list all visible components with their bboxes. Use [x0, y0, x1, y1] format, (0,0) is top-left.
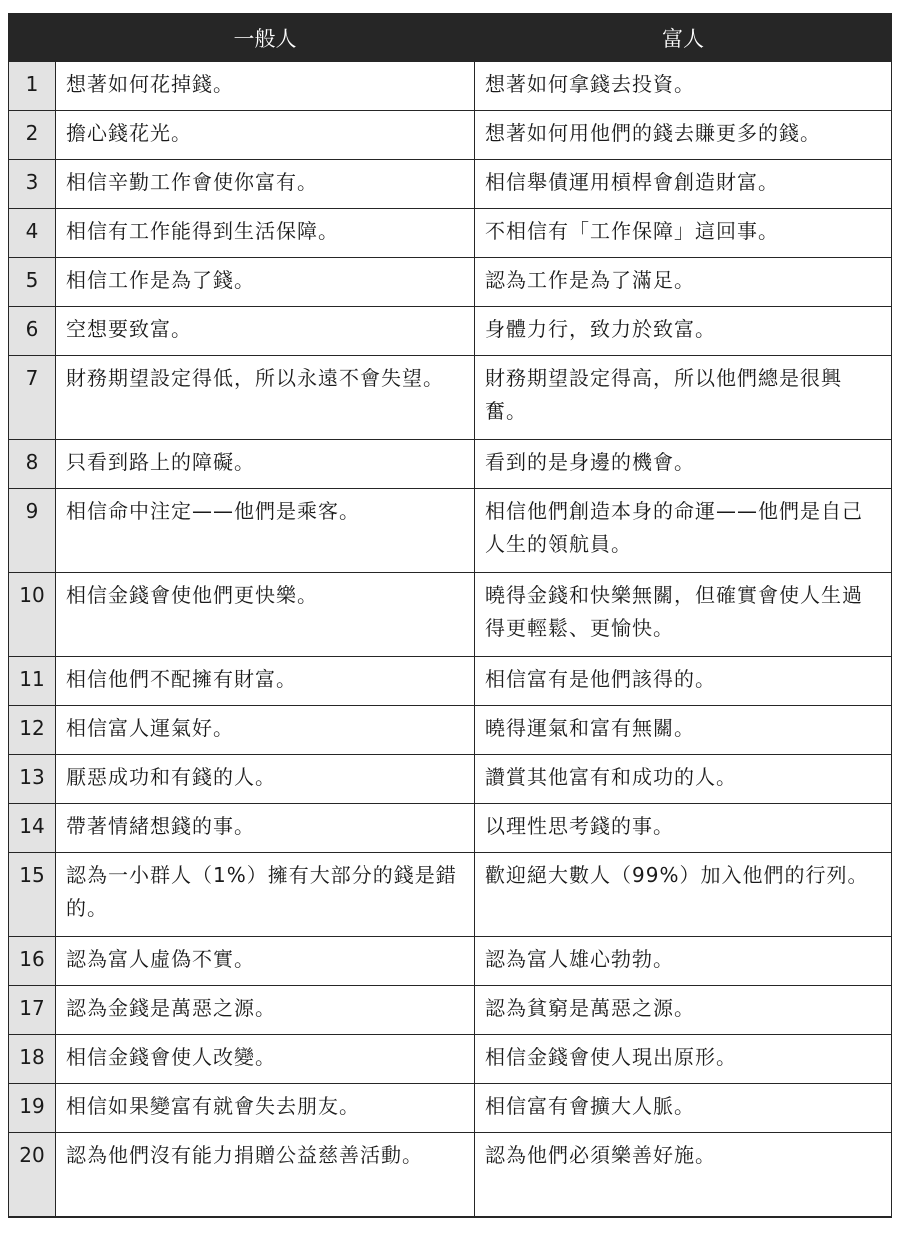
- general-cell: [56, 258, 475, 307]
- rich-cell: [475, 986, 892, 1035]
- rich-text: 認為他們必須樂善好施。: [485, 1143, 716, 1167]
- general-text: 財務期望設定得低，所以永遠不會失望。: [66, 366, 444, 390]
- row-number: 12: [9, 706, 56, 755]
- table-row: [9, 258, 892, 307]
- row-number: 4: [9, 209, 56, 258]
- header-general-people: 一般人: [56, 14, 475, 62]
- general-text: 相信富人運氣好。: [66, 716, 234, 740]
- row-number: 9: [9, 489, 56, 573]
- rich-text: 相信他們創造本身的命運——他們是自己人生的領航員。: [485, 499, 863, 556]
- table-row: [9, 1084, 892, 1133]
- rich-cell: [475, 1084, 892, 1133]
- rich-cell: [475, 160, 892, 209]
- rich-text: 相信舉債運用槓桿會創造財富。: [485, 170, 779, 194]
- table-row: [9, 853, 892, 937]
- general-cell: [56, 440, 475, 489]
- row-number: 20: [9, 1133, 56, 1217]
- row-number: 16: [9, 937, 56, 986]
- table-row: [9, 489, 892, 573]
- rich-text: 不相信有「工作保障」這回事。: [485, 219, 779, 243]
- row-number: 19: [9, 1084, 56, 1133]
- rich-cell: [475, 657, 892, 706]
- general-cell: [56, 573, 475, 657]
- general-cell: [56, 1084, 475, 1133]
- general-cell: [56, 1035, 475, 1084]
- rich-text: 看到的是身邊的機會。: [485, 450, 695, 474]
- row-number: 10: [9, 573, 56, 657]
- rich-cell: [475, 804, 892, 853]
- general-cell: [56, 1133, 475, 1217]
- row-number: 13: [9, 755, 56, 804]
- rich-text: 認為貧窮是萬惡之源。: [485, 996, 695, 1020]
- general-text: 認為富人虛偽不實。: [66, 947, 255, 971]
- general-cell: [56, 853, 475, 937]
- rich-text: 以理性思考錢的事。: [485, 814, 674, 838]
- general-text: 相信辛勤工作會使你富有。: [66, 170, 318, 194]
- rich-text: 相信富有是他們該得的。: [485, 667, 716, 691]
- general-cell: [56, 937, 475, 986]
- general-cell: [56, 706, 475, 755]
- general-text: 空想要致富。: [66, 317, 192, 341]
- general-text: 認為他們沒有能力捐贈公益慈善活動。: [66, 1143, 423, 1167]
- comparison-table-container: [8, 13, 891, 1218]
- general-cell: [56, 307, 475, 356]
- table-row: [9, 1133, 892, 1217]
- general-cell: [56, 62, 475, 111]
- rich-text: 想著如何拿錢去投資。: [485, 72, 695, 96]
- rich-text: 認為富人雄心勃勃。: [485, 947, 674, 971]
- rich-text: 讚賞其他富有和成功的人。: [485, 765, 737, 789]
- rich-cell: [475, 111, 892, 160]
- general-text: 相信如果變富有就會失去朋友。: [66, 1094, 360, 1118]
- rich-text: 歡迎絕大數人（99%）加入他們的行列。: [485, 863, 869, 887]
- comparison-table: [8, 13, 892, 1218]
- table-row: [9, 706, 892, 755]
- header-rich-people: 富人: [475, 14, 892, 62]
- table-row: [9, 573, 892, 657]
- general-cell: [56, 657, 475, 706]
- general-cell: [56, 160, 475, 209]
- row-number: 11: [9, 657, 56, 706]
- row-number: 18: [9, 1035, 56, 1084]
- rich-cell: [475, 440, 892, 489]
- table-row: [9, 209, 892, 258]
- general-text: 相信他們不配擁有財富。: [66, 667, 297, 691]
- general-text: 相信金錢會使人改變。: [66, 1045, 276, 1069]
- general-text: 想著如何花掉錢。: [66, 72, 234, 96]
- rich-text: 財務期望設定得高，所以他們總是很興奮。: [485, 366, 842, 423]
- rich-cell: [475, 489, 892, 573]
- table-row: [9, 657, 892, 706]
- table-row: [9, 160, 892, 209]
- general-cell: [56, 489, 475, 573]
- table-row: [9, 986, 892, 1035]
- rich-text: 曉得運氣和富有無關。: [485, 716, 695, 740]
- rich-cell: [475, 209, 892, 258]
- general-cell: [56, 755, 475, 804]
- rich-text: 相信金錢會使人現出原形。: [485, 1045, 737, 1069]
- general-text: 擔心錢花光。: [66, 121, 192, 145]
- row-number: 5: [9, 258, 56, 307]
- general-cell: [56, 986, 475, 1035]
- rich-cell: [475, 258, 892, 307]
- general-text: 相信金錢會使他們更快樂。: [66, 583, 318, 607]
- rich-cell: [475, 573, 892, 657]
- table-row: [9, 1035, 892, 1084]
- rich-text: 認為工作是為了滿足。: [485, 268, 695, 292]
- general-text: 相信工作是為了錢。: [66, 268, 255, 292]
- row-number: 3: [9, 160, 56, 209]
- rich-cell: [475, 307, 892, 356]
- row-number: 15: [9, 853, 56, 937]
- general-text: 只看到路上的障礙。: [66, 450, 255, 474]
- row-number: 1: [9, 62, 56, 111]
- table-row: [9, 356, 892, 440]
- general-text: 厭惡成功和有錢的人。: [66, 765, 276, 789]
- rich-text: 相信富有會擴大人脈。: [485, 1094, 695, 1118]
- general-text: 認為金錢是萬惡之源。: [66, 996, 276, 1020]
- row-number: 7: [9, 356, 56, 440]
- table-row: [9, 111, 892, 160]
- general-cell: [56, 804, 475, 853]
- rich-cell: [475, 853, 892, 937]
- general-text: 相信命中注定——他們是乘客。: [66, 499, 360, 523]
- table-header-row: [9, 14, 892, 62]
- row-number: 17: [9, 986, 56, 1035]
- rich-text: 曉得金錢和快樂無關，但確實會使人生過得更輕鬆、更愉快。: [485, 583, 863, 640]
- table-row: [9, 62, 892, 111]
- general-text: 認為一小群人（1%）擁有大部分的錢是錯的。: [66, 863, 457, 920]
- rich-cell: [475, 937, 892, 986]
- rich-cell: [475, 755, 892, 804]
- general-text: 帶著情緒想錢的事。: [66, 814, 255, 838]
- row-number: 2: [9, 111, 56, 160]
- rich-cell: [475, 1035, 892, 1084]
- general-text: 相信有工作能得到生活保障。: [66, 219, 339, 243]
- row-number: 8: [9, 440, 56, 489]
- rich-cell: [475, 356, 892, 440]
- rich-cell: [475, 62, 892, 111]
- rich-text: 身體力行，致力於致富。: [485, 317, 716, 341]
- table-row: [9, 307, 892, 356]
- general-cell: [56, 356, 475, 440]
- table-row: [9, 755, 892, 804]
- general-cell: [56, 209, 475, 258]
- rich-cell: [475, 706, 892, 755]
- table-row: [9, 804, 892, 853]
- row-number: 14: [9, 804, 56, 853]
- rich-text: 想著如何用他們的錢去賺更多的錢。: [485, 121, 821, 145]
- rich-cell: [475, 1133, 892, 1217]
- header-number: [9, 14, 56, 62]
- general-cell: [56, 111, 475, 160]
- table-row: [9, 440, 892, 489]
- row-number: 6: [9, 307, 56, 356]
- table-row: [9, 937, 892, 986]
